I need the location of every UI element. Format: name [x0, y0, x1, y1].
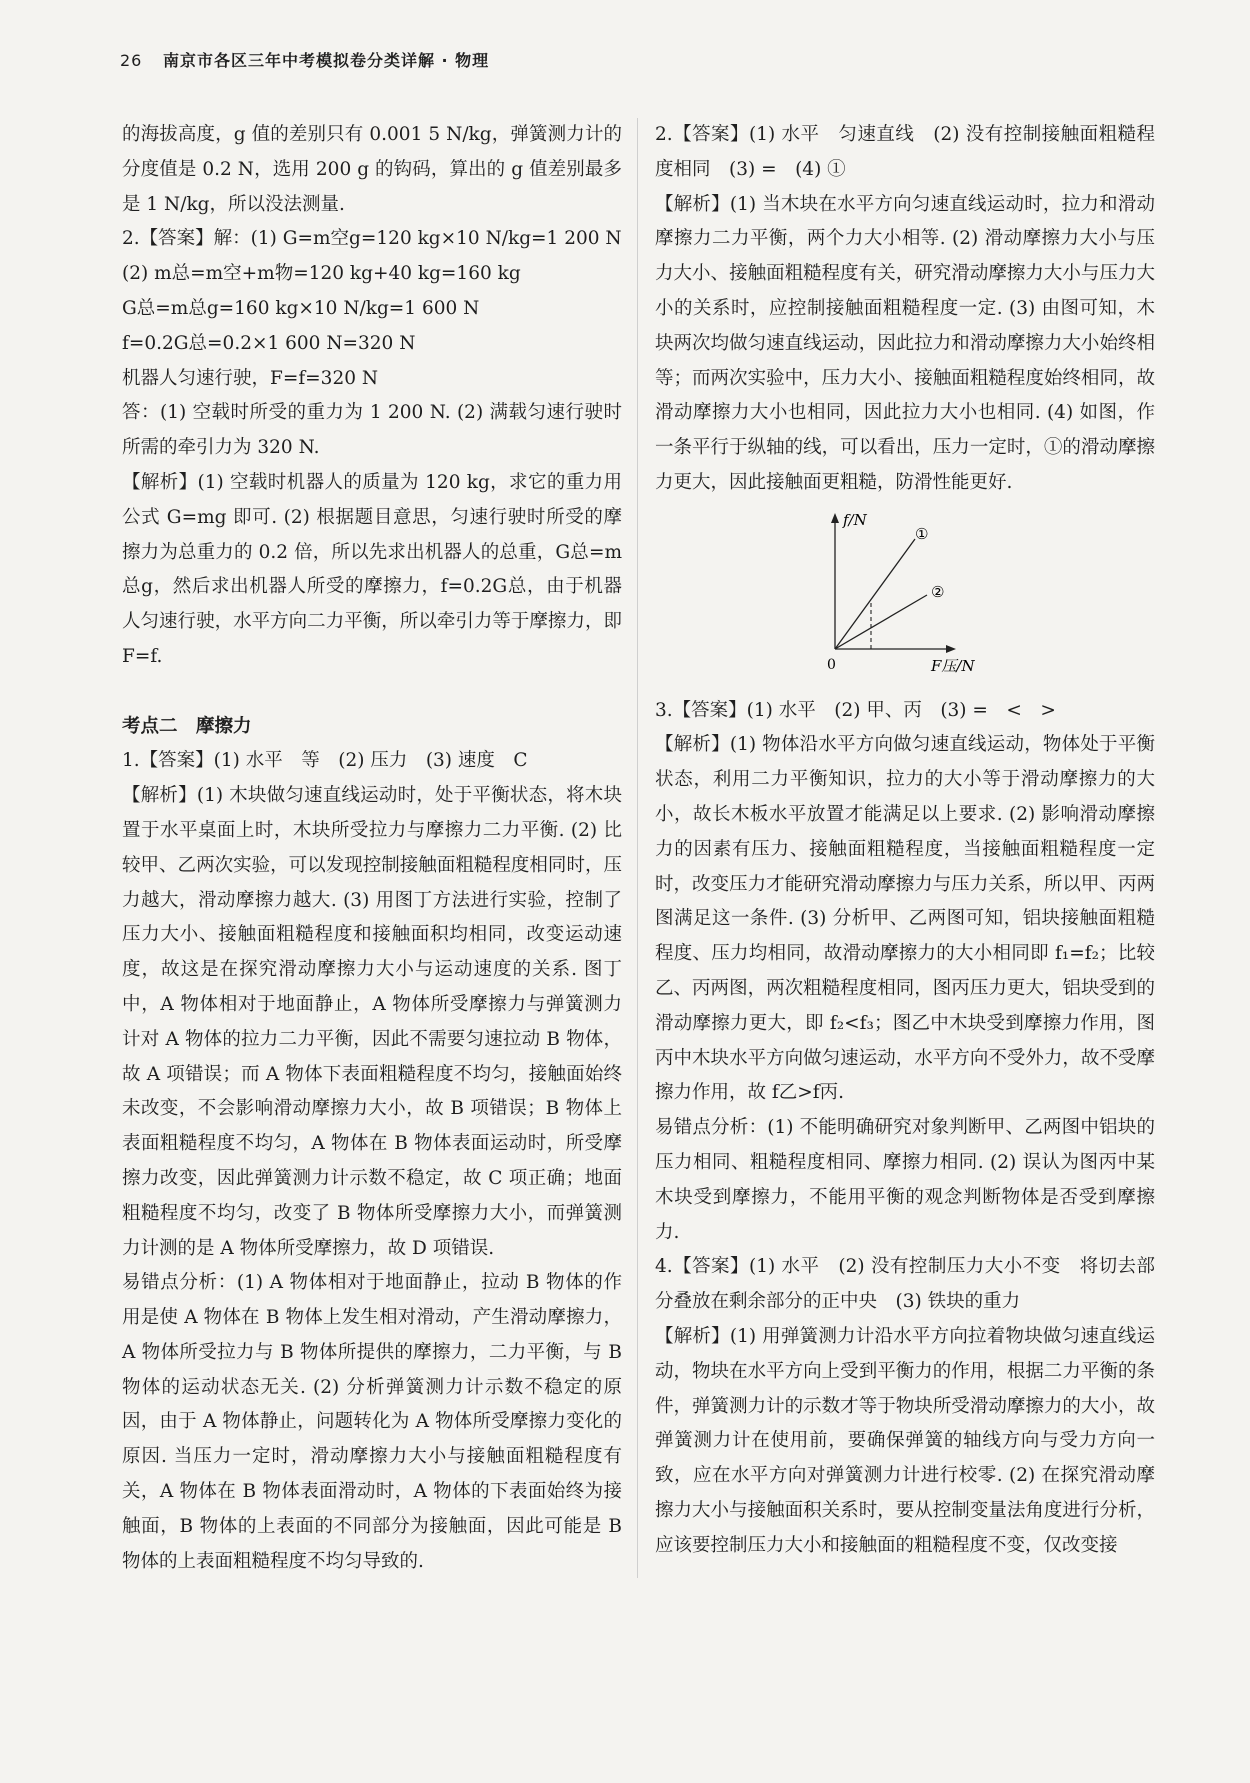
answer-line: 3.【答案】(1) 水平 (2) 甲、丙 (3) = < > [655, 699, 1056, 721]
column-divider [637, 118, 638, 1578]
left-column [122, 118, 622, 1579]
analysis-paragraph: 【解析】(1) 用弹簧测力计沿水平方向拉着物块做匀速直线运动，物块在水平方向上受到平衡力的作用，根据二力平衡的条件，弹簧测力计的示数才等于物块所受滑动摩擦力的大小，故弹簧测力计在使用前，要确保弹簧的轴线方向与受力方向一致，应在水平方向对弹簧测力计进行校零. (2) 在探究滑动摩擦力大小与接触面积关系时，要从控制变量法角度进行分析，应该要控制压力大小和接触面的粗糙程度不变，仅改变接 [655, 1325, 1155, 1556]
answer-line: 1.【答案】(1) 水平 等 (2) 压力 (3) 速度 C [122, 750, 528, 772]
formula-line: 机器人匀速行驶，F=f=320 N [122, 367, 379, 389]
answer-line: 2.【答案】(1) 水平 匀速直线 (2) 没有控制接触面粗糙程度相同 (3) = (4) ① [655, 124, 1155, 180]
analysis-paragraph: 【解析】(1) 当木块在水平方向匀速直线运动时，拉力和滑动摩擦力二力平衡，两个力大小相等. (2) 滑动摩擦力大小与压力大小、接触面粗糙程度有关，研究滑动摩擦力大小与压力大小的关系时，应控制接触面粗糙程度一定. (3) 由图可知，木块两次均做匀速直线运动，因此拉力和滑动摩擦力大小始终相等；而两次实验中，压力大小、接触面粗糙程度始终相同，故滑动摩擦力大小也相同，因此拉力大小也相同. (4) 如图，作一条平行于纵轴的线，可以看出，压力一定时，①的滑动摩擦力更大，因此接触面更粗糙，防滑性能更好. [655, 193, 1155, 493]
line-2 [835, 595, 927, 649]
page-header [120, 48, 489, 71]
error-analysis-paragraph: 易错点分析：(1) 不能明确研究对象判断甲、乙两图中铝块的压力相同、粗糙程度相同、摩擦力相同. (2) 误认为图丙中某木块受到摩擦力，不能用平衡的观念判断物体是否受到摩擦力. [655, 1117, 1155, 1243]
page-number: 26 [120, 51, 143, 70]
y-axis-label: f/N [843, 510, 867, 529]
right-column [655, 118, 1155, 1563]
formula-line: G总=m总g=160 kg×10 N/kg=1 600 N [122, 297, 480, 319]
analysis-paragraph: 【解析】(1) 木块做匀速直线运动时，处于平衡状态，将木块置于水平桌面上时，木块所受拉力与摩擦力二力平衡. (2) 比较甲、乙两次实验，可以发现控制接触面粗糙程度相同时，压力越大，滑动摩擦力越大. (3) 用图丁方法进行实验，控制了压力大小、接触面粗糙程度和接触面积均相同，改变运动速度，故这是在探究滑动摩擦力大小与运动速度的关系. 图丁中，A 物体相对于地面静止，A 物体所受摩擦力与弹簧测力计对 A 物体的拉力二力平衡，因此不需要匀速拉动 B 物体，故 A 项错误；而 A 物体下表面粗糙程度不均匀，接触面始终未改变，不会影响滑动摩擦力大小，故 B 项错误；B 物体上表面粗糙程度不均匀，A 物体在 B 物体表面运动时，所受摩擦力改变，因此弹簧测力计示数不稳定，故 C 项正确；地面粗糙程度不均匀，改变了 B 物体所受摩擦力大小，而弹簧测力计测的是 A 物体所受摩擦力，故 D 项错误. [122, 785, 622, 1259]
analysis-paragraph: 【解析】(1) 空载时机器人的质量为 120 kg，求它的重力用公式 G=mg 即可. (2) 根据题目意思，匀速行驶时所受的摩擦力为总重力的 0.2 倍，所以先求出机器人的总重，G总=m总g，然后求出机器人所受的摩擦力，f=0.2G总，由于机器人匀速行驶，水平方向二力平衡，所以牵引力等于摩擦力，即 F=f. [122, 471, 622, 667]
line-1-label: ① [915, 524, 929, 543]
friction-pressure-graph [815, 509, 1155, 692]
answer-line: 2.【答案】解：(1) G=m空g=120 kg×10 N/kg=1 200 N [122, 228, 622, 250]
error-analysis-paragraph: 易错点分析：(1) A 物体相对于地面静止，拉动 B 物体的作用是使 A 物体在 B 物体上发生相对滑动，产生滑动摩擦力，A 物体所受拉力与 B 物体所提供的摩擦力，二力平衡，与 B 物体的运动状态无关. (2) 分析弹簧测力计示数不稳定的原因，由于 A 物体静止，问题转化为 A 物体所受摩擦力变化的原因. 当压力一定时，滑动摩擦力大小与接触面粗糙程度有关，A 物体在 B 物体表面滑动时，A 物体的下表面始终为接触面，B 物体的上表面的不同部分为接触面，因此可能是 B 物体的上表面粗糙程度不均匀导致的. [122, 1272, 622, 1572]
answer-line: 4.【答案】(1) 水平 (2) 没有控制压力大小不变 将切去部分叠放在剩余部分的正中央 (3) 铁块的重力 [655, 1256, 1155, 1313]
section-title: 考点二 摩擦力 [122, 715, 252, 737]
formula-line: (2) m总=m空+m物=120 kg+40 kg=160 kg [122, 263, 521, 285]
analysis-paragraph: 【解析】(1) 物体沿水平方向做匀速直线运动，物体处于平衡状态，利用二力平衡知识，拉力的大小等于滑动摩擦力的大小，故长木板水平放置才能满足以上要求. (2) 影响滑动摩擦力的因素有压力、接触面粗糙程度，当接触面粗糙程度一定时，改变压力才能研究滑动摩擦力与压力关系，所以甲、丙两图满足这一条件. (3) 分析甲、乙两图可知，铝块接触面粗糙程度、压力均相同，故滑动摩擦力的大小相同即 f₁=f₂；比较乙、丙两图，两次粗糙程度相同，图丙压力更大，铝块受到的滑动摩擦力更大，即 f₂<f₃；图乙中木块受到摩擦力作用，图丙中木块水平方向做匀速运动，水平方向不受外力，故不受摩擦力作用，故 f乙>f丙. [655, 734, 1155, 1104]
y-axis-arrow [831, 513, 839, 523]
graph-svg [815, 509, 995, 679]
paragraph: 答：(1) 空载时所受的重力为 1 200 N. (2) 满载匀速行驶时所需的牵引力为 320 N. [122, 402, 622, 459]
paragraph: 的海拔高度，g 值的差别只有 0.001 5 N/kg，弹簧测力计的分度值是 0.2 N，选用 200 g 的钩码，算出的 g 值差别最多是 1 N/kg，所以没法测量. [122, 124, 622, 215]
origin-label: 0 [827, 656, 836, 673]
line-1 [835, 539, 915, 649]
formula-line: f=0.2G总=0.2×1 600 N=320 N [122, 332, 416, 354]
x-axis-arrow [946, 645, 956, 653]
x-axis-label: F压/N [931, 656, 975, 675]
book-title: 南京市各区三年中考模拟卷分类详解 · 物理 [162, 51, 490, 70]
line-2-label: ② [931, 582, 945, 601]
